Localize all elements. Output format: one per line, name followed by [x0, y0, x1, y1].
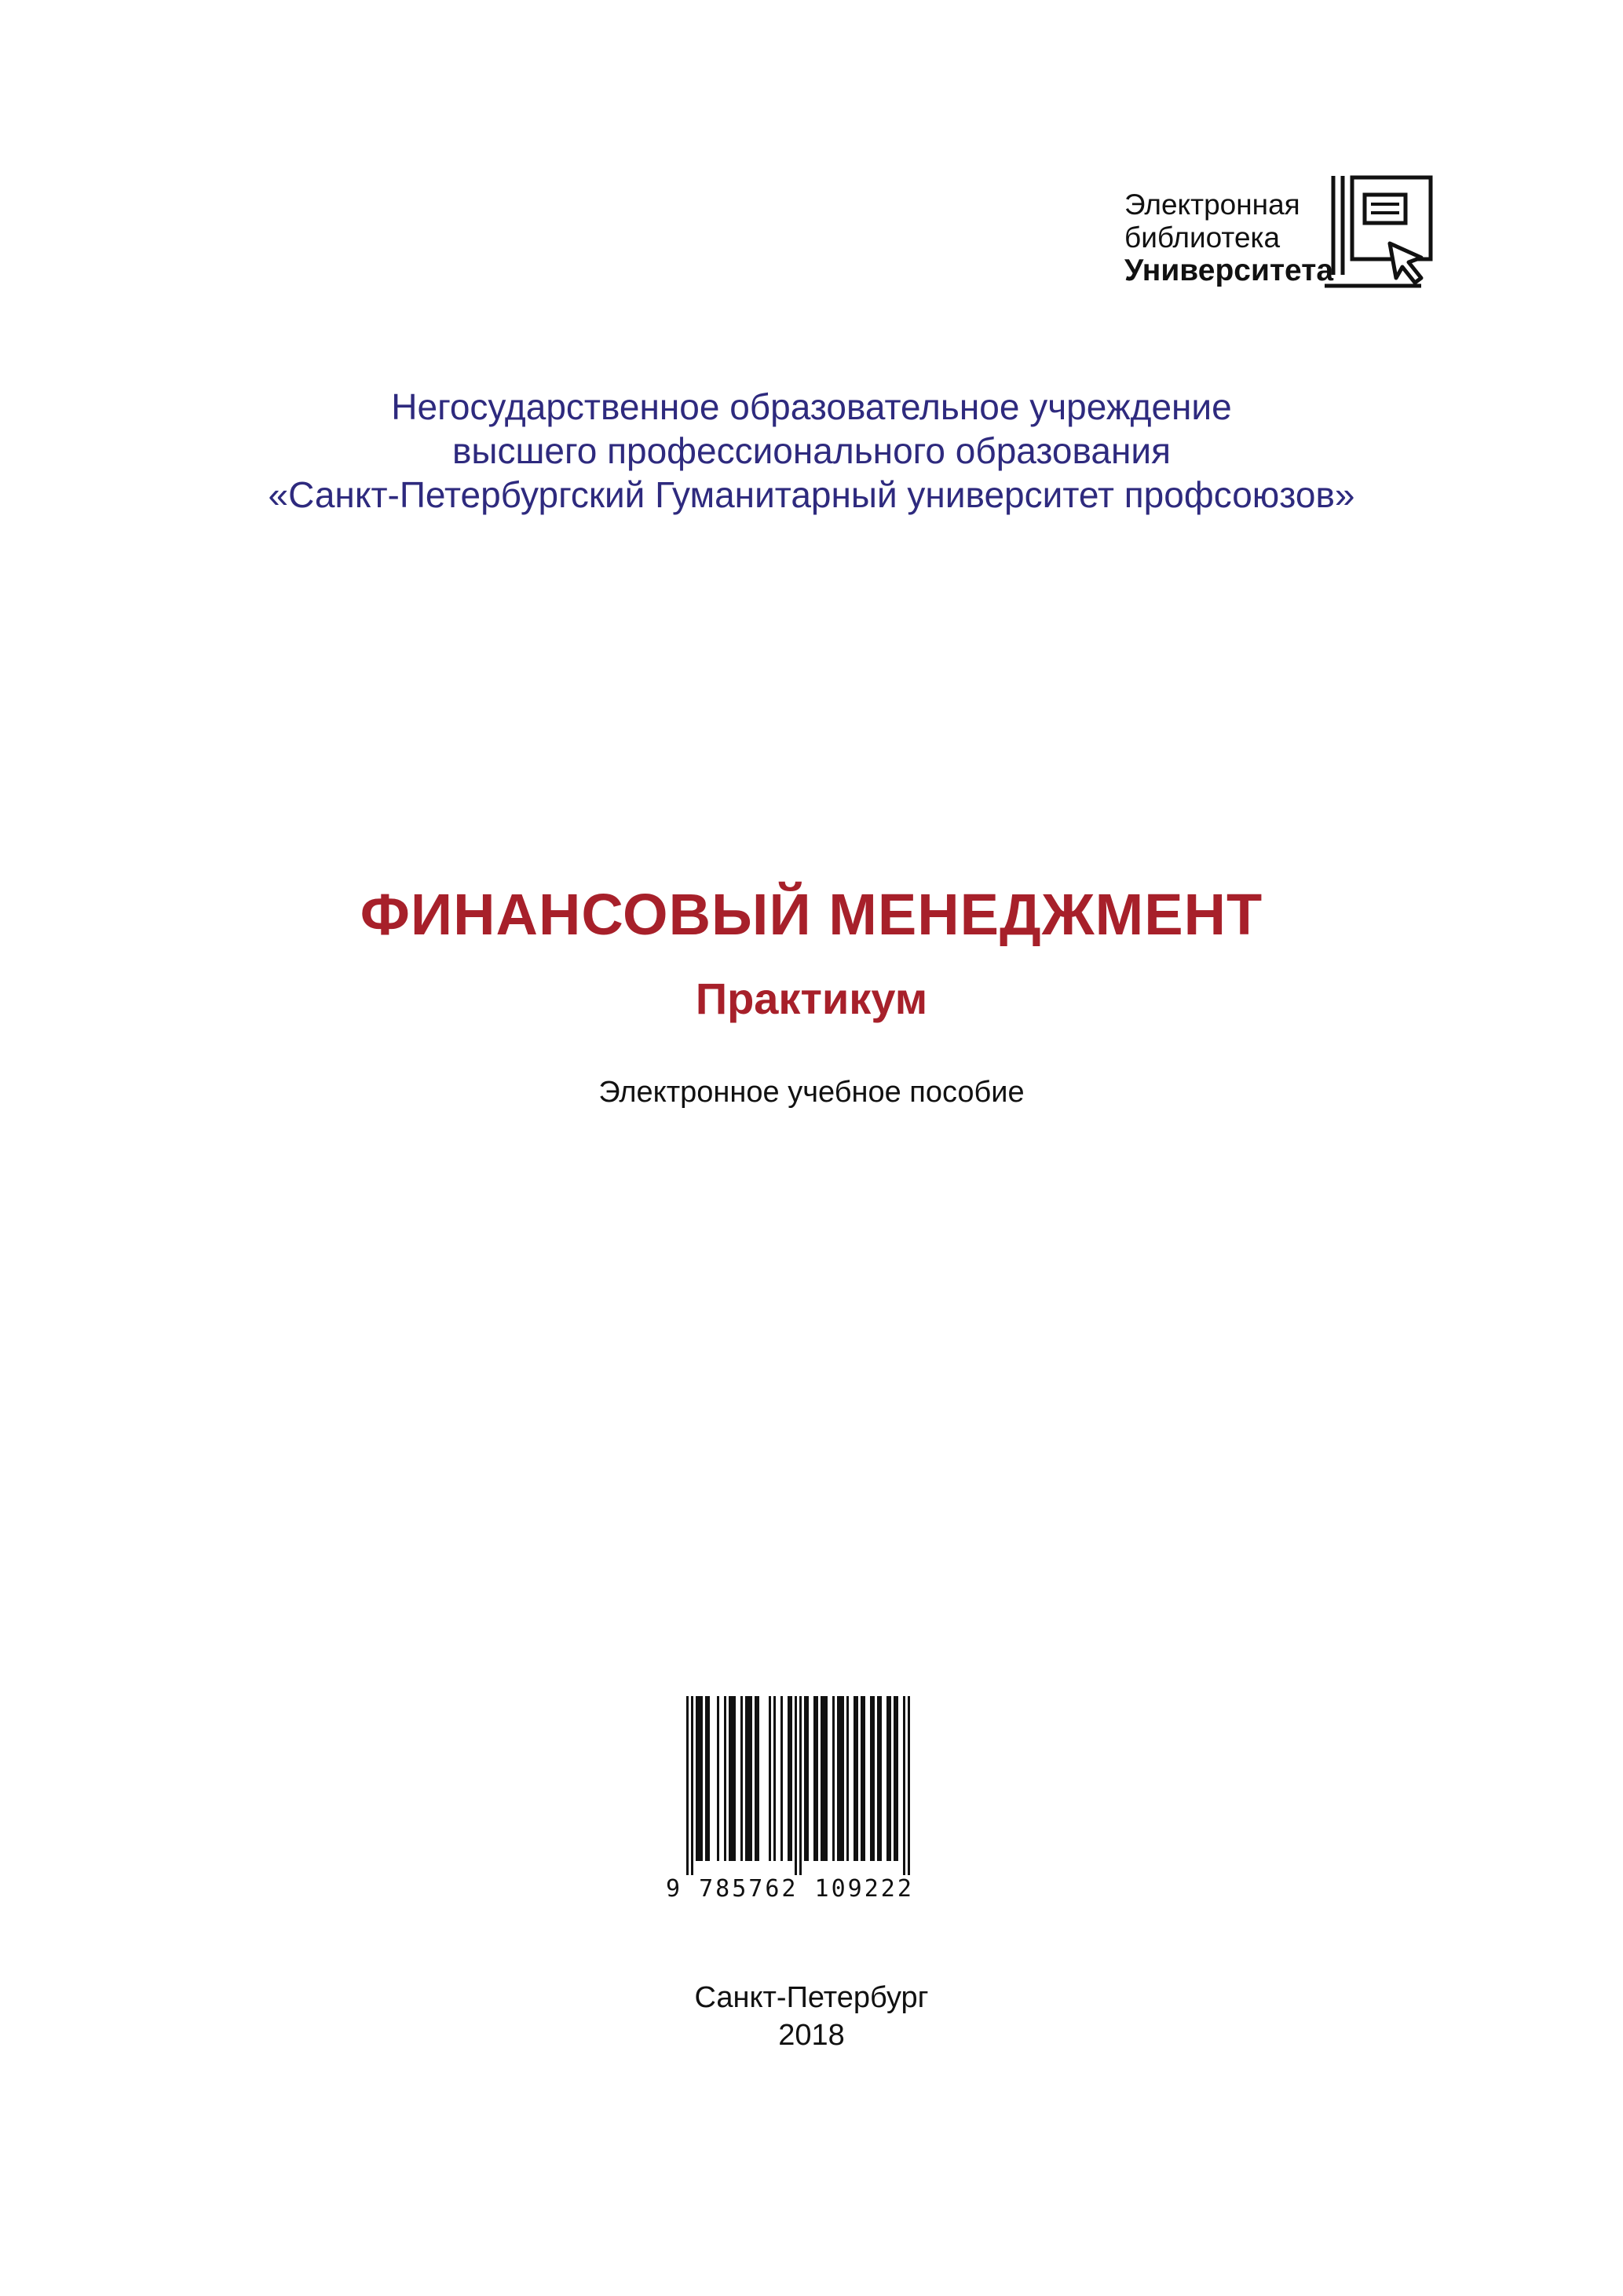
barcode-bar — [861, 1696, 863, 1861]
barcode-bar — [707, 1696, 710, 1861]
barcode-bar — [813, 1696, 816, 1861]
barcode-bar — [839, 1696, 842, 1861]
barcode-bar — [773, 1696, 776, 1861]
barcode-bar — [889, 1696, 891, 1861]
barcode-bar — [740, 1696, 743, 1861]
barcode-bar — [903, 1696, 905, 1875]
barcode-bar — [832, 1696, 835, 1861]
logo-line-1: Электронная — [1124, 188, 1300, 221]
institution-line-3: «Санкт-Петербургский Гуманитарный университет профсоюзов» — [268, 474, 1355, 515]
book-title: ФИНАНСОВЫЙ МЕНЕДЖМЕНТ — [360, 882, 1263, 947]
barcode-bar — [821, 1696, 823, 1861]
barcode-bar — [804, 1696, 806, 1861]
barcode-bar — [729, 1696, 731, 1861]
barcode-bar — [750, 1696, 752, 1861]
barcode-bar — [837, 1696, 839, 1861]
logo-line-2: библиотека — [1124, 221, 1281, 254]
barcode-bar — [686, 1696, 689, 1875]
barcode-bar — [788, 1696, 790, 1861]
barcode-bar — [896, 1696, 898, 1861]
logo-line-3: Университета — [1124, 254, 1334, 287]
barcode-bar — [755, 1696, 757, 1861]
barcode-bar — [769, 1696, 771, 1861]
barcode-bar — [691, 1696, 693, 1875]
institution-line-1: Негосударственное образовательное учреждение — [391, 386, 1232, 427]
screen-with-cursor-icon — [1124, 171, 1438, 297]
barcode-bar — [825, 1696, 828, 1861]
barcode-bar — [700, 1696, 703, 1861]
barcode-bar — [780, 1696, 783, 1861]
barcode-bar — [757, 1696, 759, 1861]
barcode-bar — [795, 1696, 797, 1875]
barcode-bar — [799, 1696, 802, 1875]
barcode-bar — [842, 1696, 844, 1861]
barcode-bar — [816, 1696, 818, 1861]
imprint-year: 2018 — [778, 2019, 845, 2052]
barcode-bar — [908, 1696, 910, 1875]
barcode-bar — [872, 1696, 875, 1861]
imprint — [0, 1979, 1623, 2054]
barcode-bar — [790, 1696, 792, 1861]
barcode-bar — [877, 1696, 879, 1861]
barcode-bar — [846, 1696, 849, 1861]
institution-line-2: высшего профессионального образования — [451, 430, 1172, 471]
barcode-bar — [806, 1696, 809, 1861]
publication-kind: Электронное учебное пособие — [598, 1076, 1025, 1109]
barcode-bar — [886, 1696, 889, 1861]
barcode-bar — [870, 1696, 872, 1861]
barcode-bar — [731, 1696, 733, 1861]
institution-header — [0, 385, 1623, 517]
isbn-barcode — [666, 1696, 936, 1908]
barcode-bar — [748, 1696, 750, 1861]
barcode-bar — [879, 1696, 882, 1861]
barcode-bar — [745, 1696, 748, 1861]
barcode-bar — [823, 1696, 825, 1861]
barcode-bar — [696, 1696, 698, 1861]
barcode-bar — [724, 1696, 726, 1861]
barcode-bar — [733, 1696, 736, 1861]
barcode-bar — [705, 1696, 707, 1861]
barcode-bar — [863, 1696, 865, 1861]
barcode-bar — [717, 1696, 719, 1861]
library-logo — [1124, 171, 1438, 297]
barcode-bars — [666, 1696, 936, 1877]
barcode-bar — [856, 1696, 858, 1861]
imprint-city: Санкт-Петербург — [694, 1981, 929, 2014]
book-subtitle: Практикум — [695, 974, 928, 1023]
barcode-bar — [894, 1696, 896, 1861]
barcode-bar — [854, 1696, 856, 1861]
barcode-bar — [698, 1696, 700, 1861]
isbn-digits: 9 785762 109222 — [666, 1875, 914, 1903]
